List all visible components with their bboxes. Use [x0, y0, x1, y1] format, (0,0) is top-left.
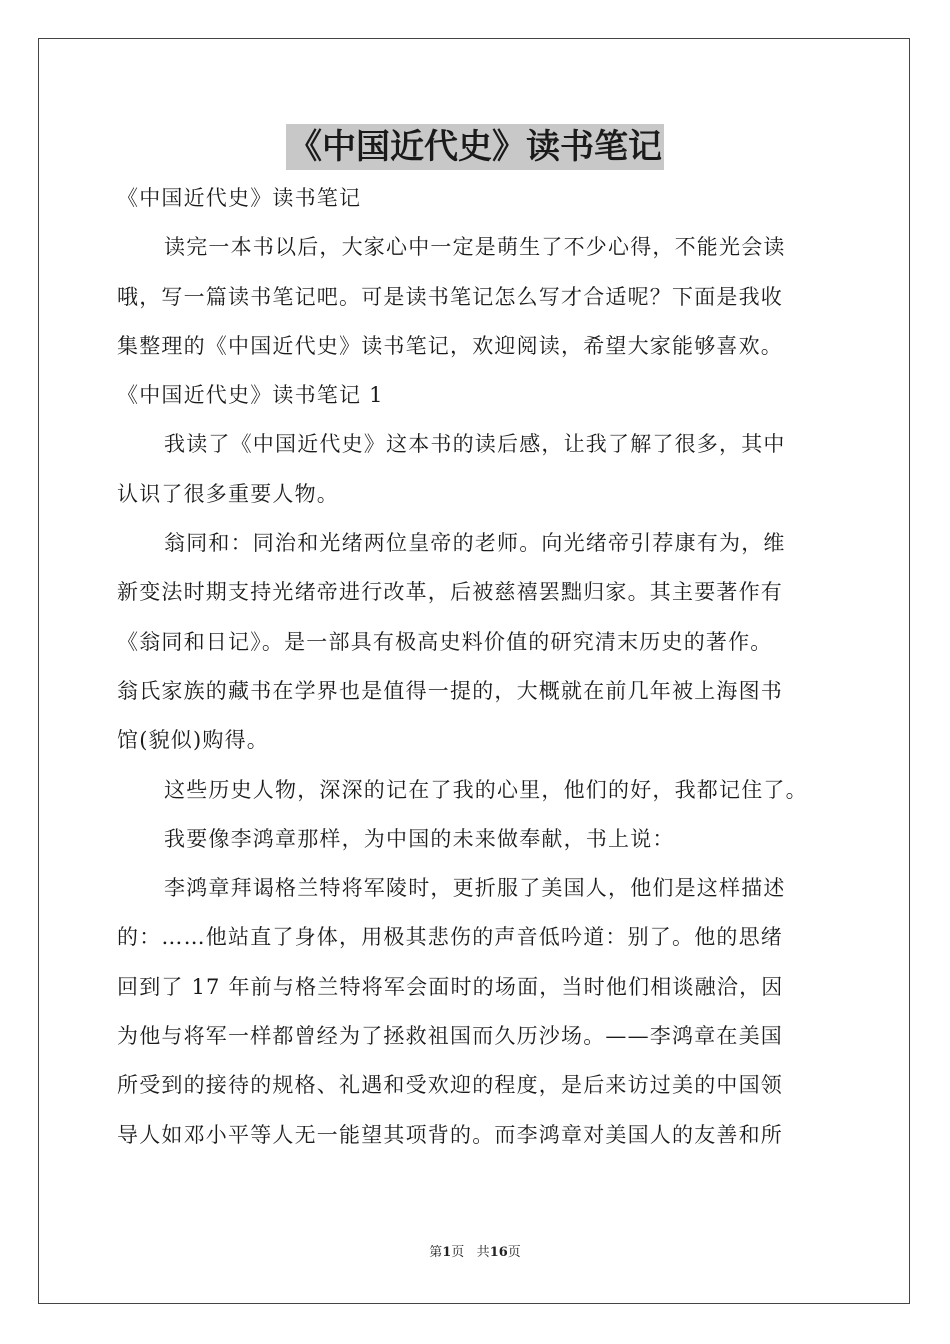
- body-line: 所受到的接待的规格、礼遇和受欢迎的程度，是后来访过美的中国领: [117, 1073, 783, 1098]
- body-line: 翁氏家族的藏书在学界也是值得一提的，大概就在前几年被上海图书: [117, 678, 783, 703]
- body-line: 新变法时期支持光绪帝进行改革，后被慈禧罢黜归家。其主要著作有: [117, 580, 783, 605]
- body-line: 馆(貌似)购得。: [117, 728, 269, 753]
- page-number: 1: [442, 1245, 452, 1260]
- body-line: 回到了 17 年前与格兰特将军会面时的场面，当时他们相谈融洽，因: [117, 974, 784, 999]
- body-line: 我要像李鸿章那样，为中国的未来做奉献，书上说：: [164, 826, 675, 851]
- body-line: 读完一本书以后，大家心中一定是萌生了不少心得，不能光会读: [164, 235, 786, 260]
- document-body: [117, 174, 857, 1160]
- body-line: 我读了《中国近代史》这本书的读后感，让我了解了很多，其中: [164, 432, 786, 457]
- total-pages: 16: [489, 1245, 508, 1260]
- body-line: 翁同和：同治和光绪两位皇帝的老师。向光绪帝引荐康有为，维: [164, 531, 786, 556]
- body-line: 《中国近代史》读书笔记 1: [117, 383, 384, 408]
- body-line: 认识了很多重要人物。: [117, 481, 339, 506]
- body-line: 的：……他站直了身体，用极其悲伤的声音低吟道：别了。他的思绪: [117, 925, 783, 950]
- body-line: 《中国近代史》读书笔记: [117, 186, 362, 210]
- body-line: 哦，写一篇读书笔记吧。可是读书笔记怎么写才合适呢？下面是我收: [117, 284, 783, 309]
- total-prefix: 共: [476, 1245, 490, 1260]
- page-suffix: 页: [451, 1245, 465, 1260]
- body-line: 集整理的《中国近代史》读书笔记，欢迎阅读，希望大家能够喜欢。: [117, 333, 783, 358]
- body-line: 导人如邓小平等人无一能望其项背的。而李鸿章对美国人的友善和所: [117, 1122, 783, 1147]
- page-footer: [0, 1244, 950, 1262]
- body-line: 李鸿章拜谒格兰特将军陵时，更折服了美国人，他们是这样描述: [164, 876, 786, 901]
- document-title: 《中国近代史》读书笔记: [286, 124, 664, 170]
- body-line: 这些历史人物，深深的记在了我的心里，他们的好，我都记住了。: [164, 777, 808, 802]
- total-suffix: 页: [507, 1245, 521, 1260]
- body-line: 《翁同和日记》。是一部具有极高史料价值的研究清末历史的著作。: [117, 629, 773, 654]
- title-container: [0, 124, 950, 170]
- body-line: 为他与将军一样都曾经为了拯救祖国而久历沙场。——李鸿章在美国: [117, 1024, 783, 1049]
- page-prefix: 第: [429, 1245, 443, 1260]
